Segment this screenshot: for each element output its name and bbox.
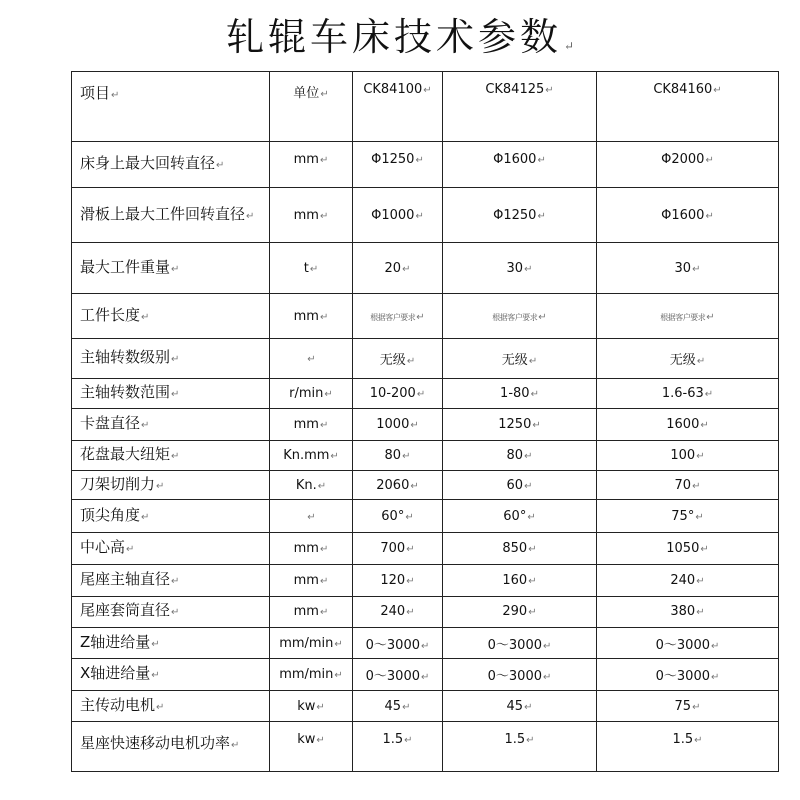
cell-ck84100: 45↵ (353, 690, 443, 721)
cell-ck84160: 1.5↵ (597, 722, 779, 772)
paragraph-mark: ↵ (528, 607, 537, 619)
cell-ck84160: 根据客户要求↵ (597, 293, 779, 339)
cell-ck84100: 0～3000↵ (353, 659, 443, 690)
cell-item: 卡盘直径↵ (72, 409, 270, 440)
cell-unit: mm/min↵ (270, 628, 353, 659)
cell-item: 刀架切削力↵ (72, 471, 270, 500)
cell-unit: mm↵ (270, 141, 353, 188)
cell-ck84125: 60↵ (443, 471, 597, 500)
paragraph-mark: ↵ (416, 311, 425, 323)
cell-ck84160: 30↵ (597, 243, 779, 294)
paragraph-mark: ↵ (420, 640, 430, 652)
paragraph-mark: ↵ (696, 356, 706, 368)
paragraph-mark: ↵ (216, 159, 225, 171)
paragraph-mark: ↵ (537, 154, 546, 166)
paragraph-mark: ↵ (246, 210, 255, 222)
paragraph-mark: ↵ (696, 607, 705, 619)
paragraph-mark: ↵ (334, 670, 343, 682)
paragraph-mark: ↵ (694, 735, 703, 747)
cell-item: 顶尖角度↵ (72, 500, 270, 532)
cell-ck84125: 根据客户要求↵ (443, 293, 597, 339)
paragraph-mark: ↵ (545, 85, 554, 96)
cell-item: X轴进给量↵ (72, 659, 270, 690)
paragraph-mark: ↵ (704, 389, 714, 401)
paragraph-mark: ↵ (171, 389, 180, 401)
table-row (72, 565, 779, 596)
cell-ck84125: 0～3000↵ (443, 659, 597, 690)
paragraph-mark: ↵ (696, 575, 705, 587)
table-row (72, 596, 779, 627)
cell-ck84125: Φ1250↵ (443, 188, 597, 243)
table-row (72, 378, 779, 408)
paragraph-mark: ↵ (524, 480, 533, 492)
cell-unit: Kn.↵ (270, 471, 353, 500)
cell-item: 最大工件重量↵ (72, 243, 270, 294)
cell-ck84160: 380↵ (597, 596, 779, 627)
cell-ck84160: 1600↵ (597, 409, 779, 440)
paragraph-mark: ↵ (406, 575, 415, 587)
cell-unit: mm/min↵ (270, 659, 353, 690)
paragraph-mark: ↵ (406, 607, 415, 619)
cell-item: 主轴转数范围↵ (72, 378, 270, 408)
cell-ck84160: 70↵ (597, 471, 779, 500)
table-row (72, 690, 779, 721)
cell-item: 尾座套筒直径↵ (72, 596, 270, 627)
cell-ck84160: Φ2000↵ (597, 141, 779, 188)
paragraph-mark: ↵ (705, 154, 714, 166)
table-row (72, 293, 779, 339)
paragraph-mark: ↵ (416, 389, 426, 401)
paragraph-mark: ↵ (537, 210, 546, 222)
paragraph-mark: ↵ (405, 511, 414, 523)
paragraph-mark: ↵ (423, 85, 432, 96)
paragraph-mark: ↵ (700, 544, 709, 556)
cell-ck84100: 1.5↵ (353, 722, 443, 772)
paragraph-mark: ↵ (151, 670, 160, 682)
paragraph-mark: ↵ (527, 511, 536, 523)
paragraph-mark: ↵ (402, 263, 411, 275)
cell-ck84100: 60°↵ (353, 500, 443, 532)
cell-item: 主轴转数级别↵ (72, 339, 270, 379)
paragraph-mark: ↵ (692, 480, 701, 492)
cell-ck84100: Φ1000↵ (353, 188, 443, 243)
cell-ck84100: 根据客户要求↵ (353, 293, 443, 339)
cell-ck84125: 80↵ (443, 440, 597, 470)
cell-item: Z轴进给量↵ (72, 628, 270, 659)
paragraph-mark: ↵ (692, 263, 701, 275)
paragraph-mark: ↵ (319, 419, 329, 431)
paragraph-mark: ↵ (319, 154, 329, 166)
paragraph-mark: ↵ (324, 389, 333, 401)
table-row (72, 500, 779, 532)
paragraph-mark: ↵ (319, 607, 329, 619)
cell-unit: mm↵ (270, 596, 353, 627)
table-row (72, 339, 779, 379)
paragraph-mark: ↵ (410, 480, 419, 492)
paragraph-mark: ↵ (696, 450, 705, 462)
cell-ck84125: 1-80↵ (443, 378, 597, 408)
cell-ck84160: 75°↵ (597, 500, 779, 532)
table-row (72, 532, 779, 564)
cell-ck84125: 1.5↵ (443, 722, 597, 772)
cell-ck84160: 0～3000↵ (597, 659, 779, 690)
cell-item: 尾座主轴直径↵ (72, 565, 270, 596)
paragraph-mark: ↵ (415, 154, 424, 166)
header-ck84100: CK84100↵ (353, 72, 443, 142)
paragraph-mark: ↵ (406, 356, 416, 368)
paragraph-mark: ↵ (532, 419, 541, 431)
cell-unit: mm↵ (270, 293, 353, 339)
paragraph-mark: ↵ (524, 450, 533, 462)
paragraph-mark: ↵ (151, 638, 160, 650)
cell-ck84100: Φ1250↵ (353, 141, 443, 188)
cell-ck84100: 120↵ (353, 565, 443, 596)
paragraph-mark: ↵ (538, 311, 547, 323)
cell-ck84100: 20↵ (353, 243, 443, 294)
cell-ck84125: 无级↵ (443, 339, 597, 379)
cell-ck84160: 1.6-63↵ (597, 378, 779, 408)
paragraph-mark: ↵ (316, 701, 325, 713)
paragraph-mark: ↵ (171, 450, 180, 462)
paragraph-mark: ↵ (695, 511, 704, 523)
paragraph-mark: ↵ (141, 419, 150, 431)
cell-unit: mm↵ (270, 565, 353, 596)
cell-unit (270, 339, 353, 379)
cell-ck84160: 0～3000↵ (597, 628, 779, 659)
cell-ck84100: 2060↵ (353, 471, 443, 500)
cell-item: 花盘最大纽矩↵ (72, 440, 270, 470)
paragraph-mark: ↵ (415, 210, 424, 222)
cell-ck84125: 160↵ (443, 565, 597, 596)
cell-ck84100: 10-200↵ (353, 378, 443, 408)
paragraph-mark: ↵ (319, 210, 329, 222)
paragraph-mark: ↵ (330, 450, 339, 462)
paragraph-mark: ↵ (309, 263, 319, 275)
paragraph-mark: ↵ (705, 210, 714, 222)
cell-ck84160: 100↵ (597, 440, 779, 470)
cell-unit: kw↵ (270, 690, 353, 721)
cell-ck84125: 60°↵ (443, 500, 597, 532)
cell-ck84125: Φ1600↵ (443, 141, 597, 188)
table-row (72, 722, 779, 772)
paragraph-mark: ↵ (406, 544, 415, 556)
table-row (72, 141, 779, 188)
table-row (72, 659, 779, 690)
paragraph-mark: ↵ (334, 638, 343, 650)
paragraph-mark: ↵ (141, 511, 150, 523)
cell-ck84100: 无级↵ (353, 339, 443, 379)
paragraph-mark: ↵ (319, 544, 329, 556)
paragraph-mark: ↵ (530, 389, 539, 401)
table-row (72, 188, 779, 243)
paragraph-mark: ↵ (700, 419, 709, 431)
cell-ck84160: 240↵ (597, 565, 779, 596)
paragraph-mark: ↵ (713, 85, 722, 96)
paragraph-mark: ↵ (524, 701, 533, 713)
paragraph-mark: ↵ (156, 480, 165, 492)
paragraph-mark: ↵ (141, 311, 150, 323)
cell-ck84100: 1000↵ (353, 409, 443, 440)
paragraph-mark: ↵ (307, 511, 316, 523)
paragraph-mark: ↵ (542, 640, 552, 652)
paragraph-mark: ↵ (410, 419, 419, 431)
cell-unit: r/min↵ (270, 378, 353, 408)
paragraph-mark: ↵ (402, 701, 411, 713)
cell-ck84160: Φ1600↵ (597, 188, 779, 243)
paragraph-mark: ↵ (316, 735, 325, 747)
cell-ck84100: 700↵ (353, 532, 443, 564)
paragraph-mark: ↵ (710, 672, 720, 684)
cell-ck84125: 1250↵ (443, 409, 597, 440)
cell-item: 滑板上最大工件回转直径↵ (72, 188, 270, 243)
paragraph-mark: ↵ (171, 575, 180, 587)
header-item: 项目↵ (72, 72, 270, 142)
cell-unit: Kn.mm↵ (270, 440, 353, 470)
paragraph-mark: ↵ (126, 544, 135, 556)
cell-item: 星座快速移动电机功率↵ (72, 722, 270, 772)
paragraph-mark: ↵ (171, 263, 180, 275)
paragraph-mark: ↵ (404, 735, 413, 747)
paragraph-mark: ↵ (692, 701, 701, 713)
paragraph-mark: ↵ (542, 672, 552, 684)
paragraph-mark: ↵ (111, 90, 120, 101)
cell-item: 中心高↵ (72, 532, 270, 564)
table-row (72, 628, 779, 659)
cell-unit: mm↵ (270, 409, 353, 440)
table-row (72, 409, 779, 440)
cell-ck84125: 290↵ (443, 596, 597, 627)
cell-ck84125: 45↵ (443, 690, 597, 721)
paragraph-mark: ↵ (317, 480, 327, 492)
paragraph-mark: ↵ (320, 89, 329, 100)
paragraph-mark: ↵ (420, 672, 430, 684)
cell-ck84125: 850↵ (443, 532, 597, 564)
spec-table (71, 71, 779, 772)
cell-ck84160: 75↵ (597, 690, 779, 721)
page-title: 轧辊车床技术参数 ↵ (225, 15, 575, 59)
cell-ck84125: 0～3000↵ (443, 628, 597, 659)
cell-item: 床身上最大回转直径↵ (72, 141, 270, 188)
paragraph-mark: ↵ (528, 544, 537, 556)
cell-item: 主传动电机↵ (72, 690, 270, 721)
cell-ck84125: 30↵ (443, 243, 597, 294)
header-row (72, 72, 779, 142)
paragraph-mark: ↵ (524, 263, 533, 275)
paragraph-mark: ↵ (307, 354, 316, 366)
table-row (72, 440, 779, 470)
paragraph-mark: ↵ (171, 607, 180, 619)
cell-unit: mm↵ (270, 532, 353, 564)
paragraph-mark: ↵ (528, 575, 537, 587)
cell-unit: mm↵ (270, 188, 353, 243)
header-ck84160: CK84160↵ (597, 72, 779, 142)
cell-ck84160: 1050↵ (597, 532, 779, 564)
header-unit: 单位↵ (270, 72, 353, 142)
cell-ck84160: 无级↵ (597, 339, 779, 379)
paragraph-mark: ↵ (710, 640, 720, 652)
paragraph-mark: ↵ (526, 735, 535, 747)
cell-unit: kw↵ (270, 722, 353, 772)
cell-unit (270, 500, 353, 532)
cell-item: 工件长度↵ (72, 293, 270, 339)
cell-ck84100: 80↵ (353, 440, 443, 470)
cell-unit: t↵ (270, 243, 353, 294)
header-ck84125: CK84125↵ (443, 72, 597, 142)
paragraph-mark: ↵ (706, 311, 715, 323)
paragraph-mark: ↵ (171, 354, 180, 366)
paragraph-mark: ↵ (319, 575, 329, 587)
cell-ck84100: 240↵ (353, 596, 443, 627)
paragraph-mark: ↵ (156, 701, 165, 713)
cell-ck84100: 0～3000↵ (353, 628, 443, 659)
paragraph-mark: ↵ (528, 356, 538, 368)
table-row (72, 243, 779, 294)
paragraph-mark: ↵ (319, 311, 329, 323)
paragraph-mark: ↵ (402, 450, 411, 462)
paragraph-mark: ↵ (231, 740, 240, 752)
table-row (72, 471, 779, 500)
